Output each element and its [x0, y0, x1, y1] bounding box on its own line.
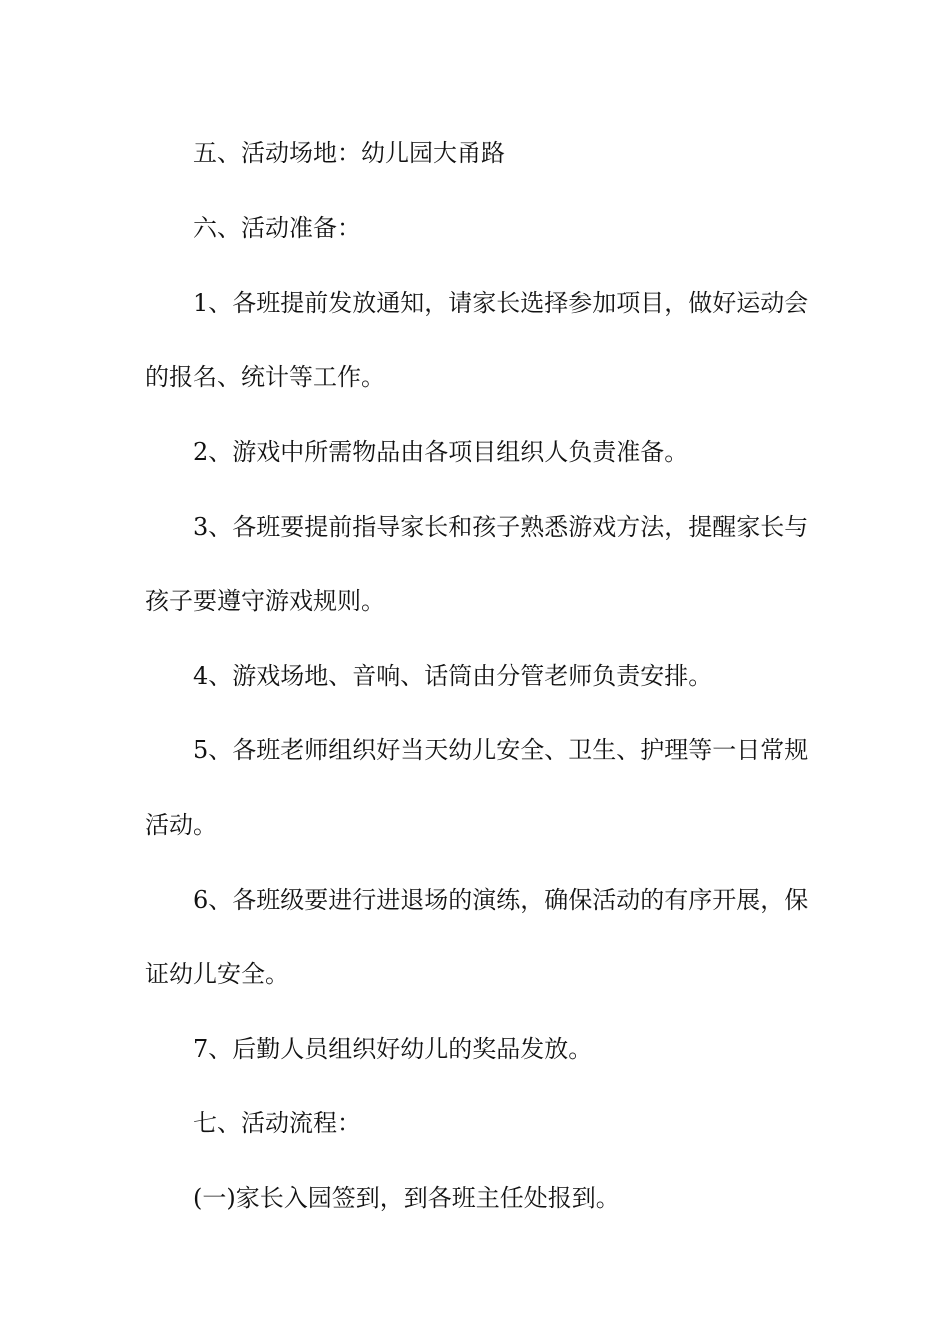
prep-item-1-line-2: 的报名、统计等工作。	[145, 363, 385, 391]
section-heading-venue: 五、活动场地：幼儿园大甬路	[193, 139, 505, 167]
prep-item-7: 7、后勤人员组织好幼儿的奖品发放。	[193, 1035, 593, 1063]
prep-item-2: 2、游戏中所需物品由各项目组织人负责准备。	[193, 438, 689, 466]
section-heading-preparation: 六、活动准备：	[193, 214, 361, 242]
prep-item-5-line-1: 5、各班老师组织好当天幼儿安全、卫生、护理等一日常规	[193, 736, 809, 764]
prep-item-6-line-2: 证幼儿安全。	[145, 960, 289, 988]
prep-item-5-line-2: 活动。	[145, 811, 217, 839]
prep-item-4: 4、游戏场地、音响、话筒由分管老师负责安排。	[193, 662, 713, 690]
prep-item-6-line-1: 6、各班级要进行进退场的演练，确保活动的有序开展，保	[193, 886, 809, 914]
prep-item-3-line-2: 孩子要遵守游戏规则。	[145, 587, 385, 615]
prep-item-3-line-1: 3、各班要提前指导家长和孩子熟悉游戏方法，提醒家长与	[193, 513, 809, 541]
process-step-1: (一)家长入园签到，到各班主任处报到。	[193, 1184, 620, 1212]
section-heading-process: 七、活动流程：	[193, 1109, 361, 1137]
prep-item-1-line-1: 1、各班提前发放通知，请家长选择参加项目，做好运动会	[193, 289, 809, 317]
